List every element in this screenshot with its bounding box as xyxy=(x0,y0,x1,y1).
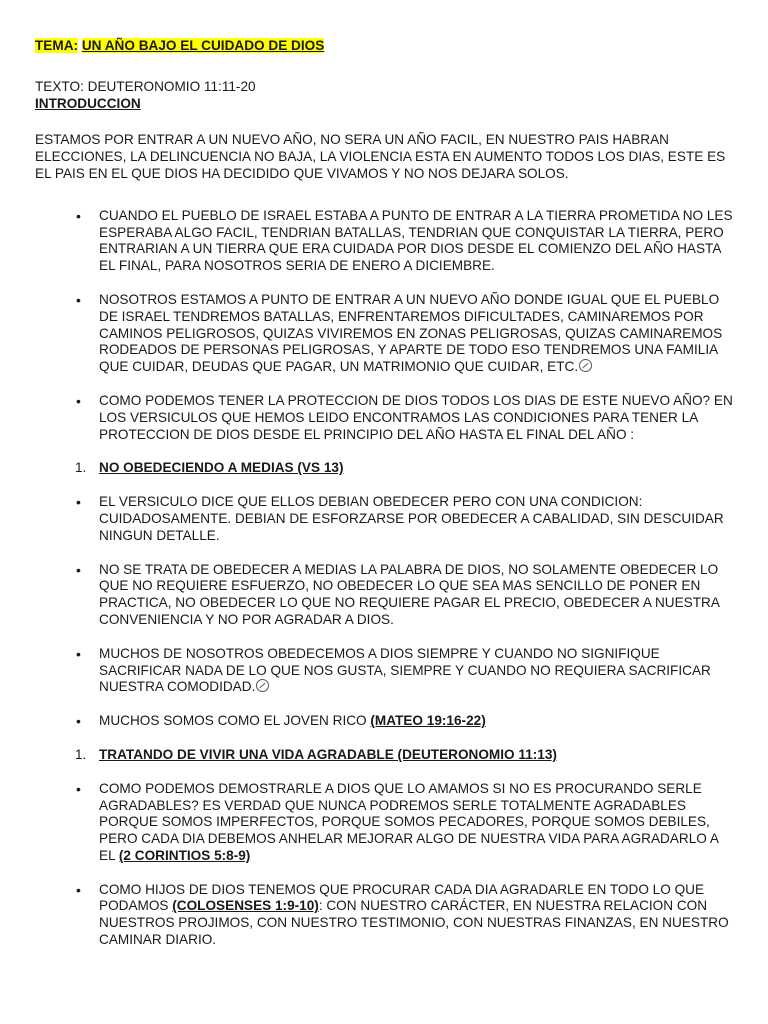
list-item xyxy=(35,208,735,275)
list-item xyxy=(35,562,735,629)
list-number: 1. xyxy=(75,460,87,476)
bible-reference: (COLOSENSES 1:9-10) xyxy=(172,898,319,914)
list-item xyxy=(35,781,735,865)
emoji-face-icon xyxy=(256,679,269,692)
section-heading-text: TRATANDO DE VIVIR UNA VIDA AGRADABLE (DEUTERONOMIO 11:13) xyxy=(99,746,557,762)
list-item-text: NO SE TRATA DE OBEDECER A MEDIAS LA PALABRA DE DIOS, NO SOLAMENTE OBEDECER LO QUE NO REQUIERE ESFUERZO, NO OBEDECER LO QUE SEA MAS SENCILLO DE PONER EN PRACTICA, NO OBEDECER LO QUE NO REQUIERE PAGAR EL PRECIO, OBEDECER A NUESTRA CONVENIENCIA Y NO POR AGRADAR A DIOS. xyxy=(99,561,720,627)
bullet-dot-icon: • xyxy=(76,291,81,308)
list-item-text: NOSOTROS ESTAMOS A PUNTO DE ENTRAR A UN NUEVO AÑO DONDE IGUAL QUE EL PUEBLO DE ISRAEL TENDREMOS BATALLAS, ENFRENTAREMOS DIFICULTADES, CAMINAREMOS POR CAMINOS PELIGROSOS, QUIZAS VIVIREMOS EN ZONAS PELIGROSAS, QUIZAS CAMINAREMOS RODEADOS DE PERSONAS PELIGROSAS, Y APARTE DE TODO ESO TENDREMOS UNA FAMILIA QUE CUIDAR, DEUDAS QUE PAGAR, UN MATRIMONIO QUE CUIDAR, ETC. xyxy=(99,291,723,375)
list-item-text: MUCHOS DE NOSOTROS OBEDECEMOS A DIOS SIEMPRE Y CUANDO NO SIGNIFIQUE SACRIFICAR NADA DE LO QUE NOS GUSTA, SIEMPRE Y CUANDO NO REQUIERA SACRIFICAR NUESTRA COMODIDAD. xyxy=(99,645,711,695)
list-item-text: MUCHOS SOMOS COMO EL JOVEN RICO xyxy=(99,713,371,729)
bullet-dot-icon: • xyxy=(76,561,81,578)
sermon-title xyxy=(35,38,735,55)
list-item xyxy=(35,646,735,696)
texto-reference: TEXTO: DEUTERONOMIO 11:11-20 xyxy=(35,78,256,94)
tema-title: UN AÑO BAJO EL CUIDADO DE DIOS xyxy=(81,38,325,53)
list-item-text: CUANDO EL PUEBLO DE ISRAEL ESTABA A PUNTO DE ENTRAR A LA TIERRA PROMETIDA NO LES ESPERABA ALGO FACIL, TENDRIAN BATALLAS, TENDRIAN QUE CONQUISTAR LA TIERRA, PERO ENTRARIAN A UN TIERRA QUE ERA CUIDADA POR DIOS DESDE EL COMIENZO DEL AÑO HASTA EL FINAL, PARA NOSOTROS SERIA DE ENERO A DICIEMBRE. xyxy=(99,207,733,274)
bible-reference: (2 CORINTIOS 5:8-9) xyxy=(118,847,251,863)
list-item-text: COMO HIJOS DE DIOS TENEMOS QUE PROCURAR CADA DIA AGRADARLE EN TODO LO QUE PODAMOS xyxy=(99,881,705,914)
list-number: 1. xyxy=(75,746,87,762)
list-item xyxy=(35,882,735,949)
bullet-dot-icon: • xyxy=(76,645,81,662)
bullet-dot-icon: • xyxy=(76,494,81,511)
section-heading-2 xyxy=(35,747,735,764)
emoji-face-icon xyxy=(579,359,592,372)
bullet-dot-icon: • xyxy=(76,713,81,730)
section-heading-text: NO OBEDECIENDO A MEDIAS (VS 13) xyxy=(99,460,344,476)
list-item-text: EL VERSICULO DICE QUE ELLOS DEBIAN OBEDECER PERO CON UNA CONDICION: CUIDADOSAMENTE. DEBIAN DE ESFORZARSE POR OBEDECER A CABALIDAD, SIN DESCUIDAR NINGUN DETALLE. xyxy=(99,494,724,543)
list-item xyxy=(35,393,735,443)
bible-reference: (MATEO 19:16-22) xyxy=(370,713,486,729)
list-item xyxy=(35,494,735,544)
list-item-text: : CON NUESTRO CARÁCTER, EN NUESTRA RELACION CON NUESTROS PROJIMOS, CON NUESTRO TESTIMONIO, CON NUESTRAS FINANZAS, EN NUESTRO CAMINAR DIARIO. xyxy=(99,898,729,948)
bullet-dot-icon: • xyxy=(76,392,81,409)
list-item-text: COMO PODEMOS DEMOSTRARLE A DIOS QUE LO AMAMOS SI NO ES PROCURANDO SERLE AGRADABLES? ES VERDAD QUE NUNCA PODREMOS SERLE TOTALMENTE AGRADABLES PORQUE SOMOS IMPERFECTOS, PORQUE SOMOS PECADORES, PORQUE SOMOS DEBILES, PERO CADA DIA DEBEMOS ANHELAR MEJORAR ALGO DE NUESTRA VIDA PARA AGRADARLO A EL xyxy=(99,780,719,863)
list-item xyxy=(35,713,735,730)
section-heading-1 xyxy=(35,460,735,477)
bullet-dot-icon: • xyxy=(76,780,81,797)
list-item-text: COMO PODEMOS TENER LA PROTECCION DE DIOS TODOS LOS DIAS DE ESTE NUEVO AÑO? EN LOS VERSICULOS QUE HEMOS LEIDO ENCONTRAMOS LAS CONDICIONES PARA TENER LA PROTECCION DE DIOS DESDE EL PRINCIPIO DEL AÑO HASTA EL FINAL DEL AÑO : xyxy=(99,392,733,442)
intro-paragraph: ESTAMOS POR ENTRAR A UN NUEVO AÑO, NO SERA UN AÑO FACIL, EN NUESTRO PAIS HABRAN ELECCIONES, LA DELINCUENCIA NO BAJA, LA VIOLENCIA ESTA EN AUMENTO TODOS LOS DIAS, ESTE ES EL PAIS EN EL QUE DIOS HA DECIDIDO QUE VIVAMOS Y NO NOS DEJARA SOLOS. xyxy=(35,132,726,181)
tema-label: TEMA: xyxy=(35,38,79,53)
bullet-dot-icon: • xyxy=(76,207,81,224)
document-page xyxy=(35,38,735,949)
intro-heading: INTRODUCCION xyxy=(35,95,141,111)
list-item xyxy=(35,292,735,376)
bullet-dot-icon: • xyxy=(76,881,81,898)
